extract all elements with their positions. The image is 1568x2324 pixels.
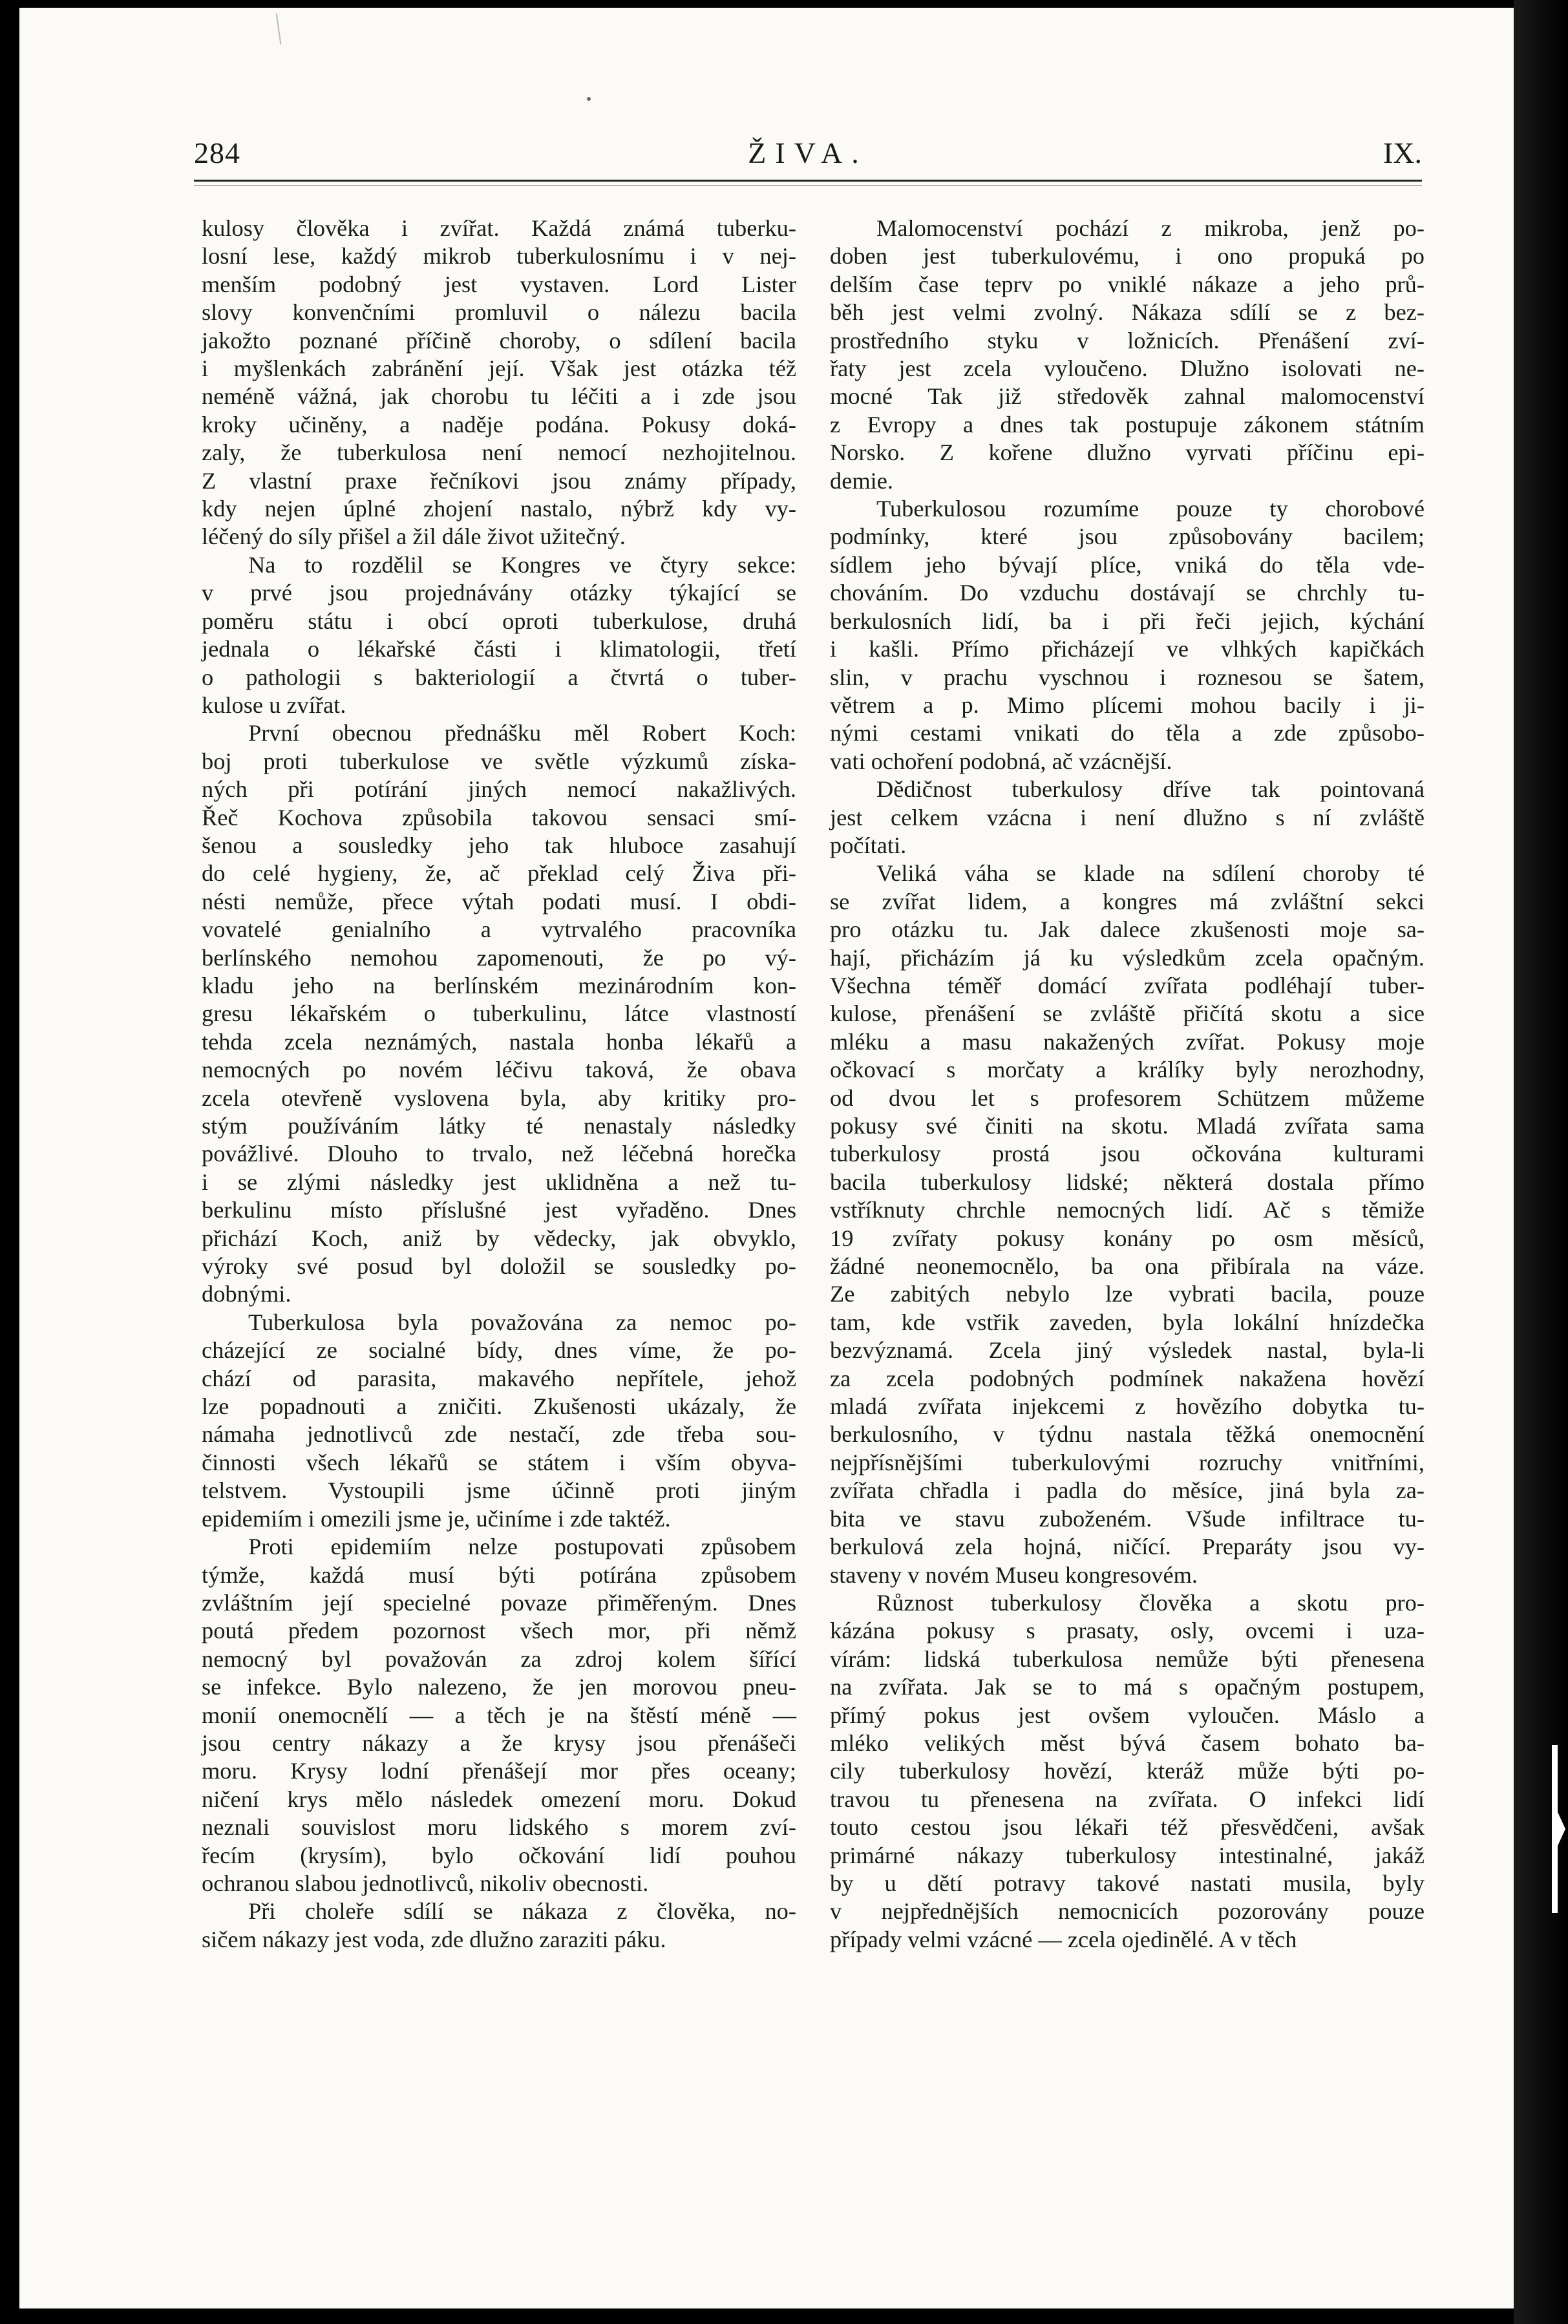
text-line: případy velmi vzácné — zcela ojedinělé. A v těch — [830, 1926, 1297, 1952]
text-line: kázána pokusy s prasaty, osly, ovcemi i uza- — [830, 1618, 1425, 1644]
text-line: týmže, každá musí býti potírána způsobem — [202, 1561, 796, 1588]
text-line: gresu lékařském o tuberkulinu, látce vlastností — [202, 1000, 796, 1027]
text-line: nemocných po novém léčivu taková, že obava — [202, 1057, 796, 1083]
text-line: berkulosních lidí, ba i při řeči jejich, kýchání — [830, 607, 1425, 634]
paragraph — [202, 1897, 796, 1954]
text-line: pro otázku tu. Jak dalece zkušenosti moje sa- — [830, 916, 1425, 943]
text-line: mléku a masu nakažených zvířat. Pokusy moje — [830, 1028, 1425, 1055]
text-line: sídlem jeho bývají plíce, vniká do těla vde- — [830, 551, 1425, 578]
text-line: dobnými. — [202, 1281, 291, 1307]
text-line: i myšlenkách zabránění její. Však jest otázka též — [202, 355, 796, 382]
text-line: Všechna téměř domácí zvířata podléhají tuber- — [830, 972, 1425, 998]
text-line: neméně vážná, jak chorobu tu léčiti a i zde jsou — [202, 383, 796, 410]
header-rule — [194, 180, 1422, 182]
text-line: očkovací s morčaty a králíky byly nerozhodny, — [830, 1057, 1425, 1083]
text-line: na zvířata. Jak se to má s opačným postupem, — [830, 1674, 1425, 1700]
right-column — [830, 215, 1425, 1954]
text-line: hají, přicházím já ku výsledkům zcela opačným. — [830, 944, 1425, 971]
text-line: ochranou slabou jednotlivců, nikoliv obecnosti. — [202, 1870, 649, 1896]
text-line: výroky své posud byl doložil se sousledky po- — [202, 1253, 796, 1280]
paragraph — [202, 1533, 796, 1897]
text-line: jednala o lékařské části i klimatologii, třetí — [202, 636, 796, 662]
text-line: ničení krys mělo následek omezení moru. Dokud — [202, 1786, 796, 1812]
text-line: lze popadnouti a zničiti. Zkušenosti ukázaly, že — [202, 1393, 796, 1420]
running-header — [194, 129, 1422, 181]
page-number: 284 — [194, 136, 240, 169]
text-line: zcela otevřeně vyslovena byla, aby kritiky pro- — [202, 1084, 796, 1111]
text-line: berlínského nemohou zapomenouti, že po vý- — [202, 944, 796, 971]
text-line: staveny v novém Museu kongresovém. — [830, 1561, 1198, 1588]
text-line: zaly, že tuberkulosa není nemocí nezhojitelnou. — [202, 439, 796, 466]
text-line: 19 zvířaty pokusy konány po osm měsíců, — [830, 1225, 1425, 1251]
text-line: vírám: lidská tuberkulosa nemůže býti přenesena — [830, 1645, 1425, 1672]
text-line: primárné nákazy tuberkulosy intestinalné, jakáž — [830, 1842, 1425, 1868]
text-line: kladu jeho na berlínském mezinárodním kon- — [202, 972, 796, 998]
text-line: neznali souvislost moru lidského s morem zví- — [202, 1814, 796, 1841]
text-line: zvířata chřadla i padla do měsíce, jiná byla za- — [830, 1477, 1425, 1504]
text-line: jest celkem vzácna i není dlužno s ní zvláště — [830, 804, 1425, 830]
text-line: delším čase teprv po vniklé nákaze a jeho prů- — [830, 271, 1425, 297]
text-line: poutá předem pozornost všech mor, při němž — [202, 1618, 796, 1644]
text-line: tehda zcela neznámých, nastala honba lékařů a — [202, 1028, 796, 1055]
text-line: bita ve stavu zuboženém. Všude infiltrace tu- — [830, 1505, 1425, 1532]
paragraph — [202, 215, 796, 551]
text-line: větrem a p. Mimo plícemi mohou bacily i ji- — [830, 692, 1425, 718]
text-line: podmínky, které jsou způsobovány bacilem; — [830, 523, 1425, 550]
text-line: moru. Krysy lodní přenášejí mor přes oceany; — [202, 1758, 796, 1784]
scan-border — [1514, 0, 1568, 2324]
text-line: kulose, přenášení se zvláště přičítá skotu a sice — [830, 1000, 1425, 1027]
text-line: by u dětí potravy takové nastati musila, byly — [830, 1870, 1425, 1896]
text-line: nejpřísnějšími tuberkulovými rozruchy vnitřními, — [830, 1449, 1425, 1475]
text-line: mléko velikých měst bývá časem bohato ba- — [830, 1729, 1425, 1756]
text-line: v prvé jsou projednávány otázky týkající se — [202, 580, 796, 606]
text-line: činnosti všech lékařů se státem i vším obyva- — [202, 1449, 796, 1475]
text-line: o pathologii s bakteriologií a čtvrtá o tuber- — [202, 664, 796, 690]
text-line: mladá zvířata injekcemi z hovězího dobytka tu- — [830, 1393, 1425, 1420]
text-line: chováním. Do vzduchu dostávají se chrchly tu- — [830, 580, 1425, 606]
text-line: šenou a sousledky jeho tak hluboce zasahují — [202, 832, 796, 858]
text-line: cily tuberkulosy hovězí, kteráž může býti po- — [830, 1758, 1425, 1784]
text-line: kulose u zvířat. — [202, 692, 346, 718]
text-line: Ze zabitých nebylo lze vybrati bacila, pouze — [830, 1281, 1425, 1307]
text-line: Veliká váha se klade na sdílení choroby té — [876, 860, 1425, 887]
paragraph — [830, 1589, 1425, 1954]
paragraph — [830, 776, 1425, 860]
text-line: běh jest velmi zvolný. Nákaza sdílí se z bez- — [830, 299, 1425, 326]
text-line: berkulová zela hojná, ničící. Preparáty jsou vy- — [830, 1534, 1425, 1560]
paragraph — [830, 495, 1425, 776]
text-line: chází od parasita, makavého nepřítele, jehož — [202, 1365, 796, 1391]
text-line: telstvem. Vystoupili jsme účinně proti jiným — [202, 1477, 796, 1504]
scan-dot — [587, 97, 591, 101]
text-line: kulosy člověka i zvířat. Každá známá tuberku- — [202, 215, 796, 241]
text-line: bezvýznamá. Zcela jiný výsledek nastal, byla-li — [830, 1337, 1425, 1364]
text-line: přímý pokus jest ovšem vyloučen. Máslo a — [830, 1702, 1425, 1728]
text-line: povážlivé. Dlouho to trvalo, než léčebná horečka — [202, 1141, 796, 1167]
text-line: bacila tuberkulosy lidské; některá dostala přímo — [830, 1168, 1425, 1195]
text-line: ných při potírání jiných nemocí nakažlivých. — [202, 776, 796, 803]
text-line: mocné Tak již středověk zahnal malomocenství — [830, 383, 1425, 410]
text-line: slovy konvenčními promluvil o nálezu bacila — [202, 299, 796, 326]
text-line: Na to rozdělil se Kongres ve čtyry sekce: — [248, 551, 796, 578]
volume-number: IX. — [1383, 136, 1422, 169]
text-line: se infekce. Bylo nalezeno, že jen morovou pneu- — [202, 1674, 796, 1700]
text-line: z Evropy a dnes tak postupuje zákonem státním — [830, 411, 1425, 438]
text-line: boj proti tuberkulose ve světle výzkumů získa- — [202, 748, 796, 774]
text-line: travou tu přenesena na zvířata. O infekci lidí — [830, 1786, 1425, 1812]
text-line: Dědičnost tuberkulosy dříve tak pointovaná — [876, 776, 1425, 803]
text-line: léčený do síly přišel a žil dále život užitečný. — [202, 523, 626, 550]
text-line: jakožto poznané příčině choroby, o sdílení bacila — [202, 327, 796, 354]
text-line: stým používáním látky té nenastaly následky — [202, 1113, 796, 1139]
text-line: Různost tuberkulosy člověka a skotu pro- — [876, 1589, 1425, 1616]
text-line: Norsko. Z kořene dlužno vyrvati příčinu epi- — [830, 439, 1425, 466]
text-line: tuberkulosy prostá jsou očkována kulturami — [830, 1141, 1425, 1167]
text-line: vovatelé genialního a vytrvalého pracovníka — [202, 916, 796, 943]
paragraph — [202, 551, 796, 719]
text-line: kdy nejen úplné zhojení nastalo, nýbrž kdy vy- — [202, 496, 796, 522]
text-line: Malomocenství pochází z mikroba, jenž po- — [876, 215, 1425, 241]
text-line: i kašli. Přímo přicházejí ve vlhkých kapičkách — [830, 636, 1425, 662]
text-line: První obecnou přednášku měl Robert Koch: — [248, 720, 796, 746]
text-line: řaty jest zcela vyloučeno. Dlužno isolovati ne- — [830, 355, 1425, 382]
text-line: i se zlými následky jest uklidněna a než tu- — [202, 1168, 796, 1195]
paragraph — [830, 860, 1425, 1589]
text-line: menším podobný jest vystaven. Lord Lister — [202, 271, 796, 297]
text-line: nými cestami vnikati do těla a zde způsobo- — [830, 720, 1425, 746]
text-line: poměru státu i obcí oproti tuberkulose, druhá — [202, 607, 796, 634]
text-line: námaha jednotlivců zde nestačí, zde třeba sou- — [202, 1421, 796, 1448]
text-line: Proti epidemiím nelze postupovati způsobem — [248, 1534, 796, 1560]
text-line: nemocný byl považován za zdroj kolem šířící — [202, 1645, 796, 1672]
left-column — [202, 215, 796, 1954]
text-line: Tuberkulosa byla považována za nemoc po- — [248, 1309, 796, 1335]
text-line: monií onemocnělí — a těch je na štěstí méně — — [202, 1702, 796, 1728]
text-line: doben jest tuberkulovému, i ono propuká po — [830, 243, 1425, 269]
text-line: v nejpřednějších nemocnicích pozorovány pouze — [830, 1898, 1425, 1925]
text-line: prostředního styku v ložnicích. Přenášení zví- — [830, 327, 1425, 354]
text-line: do celé hygieny, že, ač překlad celý Živa při- — [202, 860, 796, 887]
text-line: losní lese, každý mikrob tuberkulosnímu i v nej- — [202, 243, 796, 269]
text-line: jsou centry nákazy a že krysy jsou přenášeči — [202, 1729, 796, 1756]
text-line: Řeč Kochova způsobila takovou sensaci smí- — [202, 804, 796, 830]
text-line: řecím (krysím), bylo očkování lidí pouhou — [202, 1842, 796, 1868]
text-line: kroky učiněny, a naděje podána. Pokusy doká- — [202, 411, 796, 438]
text-line: počítati. — [830, 832, 907, 858]
paragraph — [830, 215, 1425, 495]
text-line: přichází Koch, aniž by vědecky, jak obvyklo, — [202, 1225, 796, 1251]
text-line: cházející ze socialné bídy, dnes víme, že po- — [202, 1337, 796, 1364]
text-line: Při choleře sdílí se nákaza z člověka, no- — [248, 1898, 796, 1925]
paragraph — [202, 719, 796, 1309]
text-line: se zvířat lidem, a kongres má zvláštní sekci — [830, 888, 1425, 914]
text-line: za zcela podobných podmínek nakažena hovězí — [830, 1365, 1425, 1391]
text-line: pokusy své činiti na skotu. Mladá zvířata sama — [830, 1113, 1425, 1139]
text-line: berkulosního, v týdnu nastala těžká onemocnění — [830, 1421, 1425, 1448]
text-line: demie. — [830, 467, 894, 494]
text-line: vati ochoření podobná, ač vzácnější. — [830, 748, 1172, 774]
text-line: Z vlastní praxe řečníkovi jsou známy případy, — [202, 467, 796, 494]
text-line: berkulinu místo příslušné jest vyřaděno. Dnes — [202, 1197, 796, 1223]
text-line: slin, v prachu vyschnou i roznesou se šatem, — [830, 664, 1425, 690]
journal-title: ŽIVA. — [748, 136, 868, 169]
text-line: Tuberkulosou rozumíme pouze ty chorobové — [876, 496, 1425, 522]
text-line: nésti nemůže, přece výtah podati musí. I obdi- — [202, 888, 796, 914]
paragraph — [202, 1309, 796, 1533]
text-line: epidemiím i omezili jsme je, učiníme i zde taktéž. — [202, 1505, 671, 1532]
text-line: sičem nákazy jest voda, zde dlužno zaraziti páku. — [202, 1926, 666, 1952]
text-line: vstříknuty chrchle nemocných lidí. Ač s těmiže — [830, 1197, 1425, 1223]
text-line: od dvou let s profesorem Schützem můžeme — [830, 1084, 1425, 1111]
text-line: tam, kde vstřik zaveden, byla lokální hnízdečka — [830, 1309, 1425, 1335]
text-line: zvláštním její specielné povaze přiměřeným. Dnes — [202, 1589, 796, 1616]
text-line: touto cestou jsou lékaři též přesvědčeni, avšak — [830, 1814, 1425, 1841]
text-line: žádné neonemocnělo, ba ona přibírala na váze. — [830, 1253, 1425, 1280]
